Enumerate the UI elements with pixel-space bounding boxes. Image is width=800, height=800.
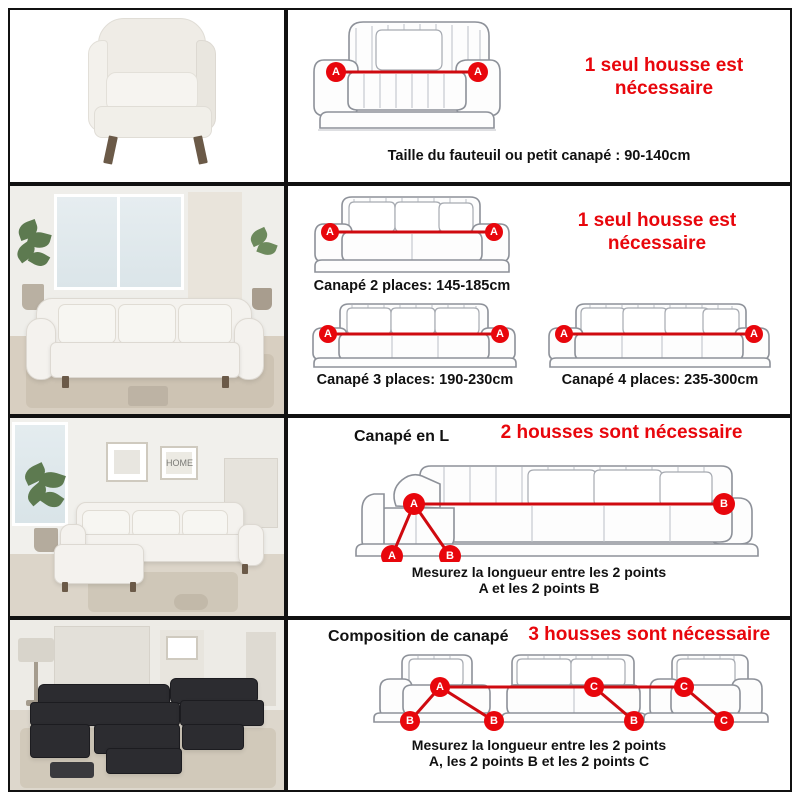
svg-text:A: A [410, 498, 418, 510]
svg-text:A: A [496, 328, 504, 340]
l-sofa-diagram-title: Canapé en L [354, 428, 450, 445]
armchair-diagram [294, 14, 544, 142]
svg-text:A: A [474, 66, 482, 78]
l-sofa-caption-line1: Mesurez la longueur entre les 2 points [411, 564, 667, 580]
composition-diagram-cell [286, 618, 792, 792]
armchair-diagram-cell [286, 8, 792, 184]
svg-text:B: B [406, 714, 414, 727]
composition-caption-line2: A, les 2 points B et les 2 points C [428, 752, 650, 769]
sofa-diagram-cell [286, 184, 792, 416]
svg-text:B: B [446, 550, 454, 562]
svg-text:C: C [720, 714, 728, 727]
composition-diagram [294, 645, 790, 737]
svg-text:A: A [332, 66, 340, 78]
armchair-headline: 1 seul housse est nécessaire [584, 55, 744, 99]
l-sofa-headline: 2 housses sont nécessaire [500, 422, 743, 443]
sofa-4-caption: Canapé 4 places: 235-300cm [561, 372, 759, 388]
svg-text:A: A [324, 328, 332, 340]
composition-diagram-title: Composition de canapé [328, 628, 509, 645]
svg-text:A: A [326, 226, 334, 238]
composition-headline: 3 housses sont nécessaire [528, 624, 771, 645]
svg-text:A: A [436, 680, 444, 693]
l-sofa-photo: HOME [8, 416, 286, 618]
sofa-photo [8, 184, 286, 416]
sofa-3-seat-diagram [294, 298, 536, 370]
sectional-photo [8, 618, 286, 792]
armchair-caption: Taille du fauteuil ou petit canapé : 90-140cm [387, 148, 691, 164]
svg-text:A: A [750, 328, 758, 340]
size-guide-grid [8, 8, 792, 792]
sofa-2-caption: Canapé 2 places: 145-185cm [313, 278, 511, 294]
svg-text:B: B [720, 498, 728, 510]
svg-text:A: A [560, 328, 568, 340]
svg-text:C: C [590, 680, 598, 693]
l-sofa-diagram [294, 442, 790, 562]
svg-text:C: C [680, 680, 688, 693]
sofa-2-seat-diagram [294, 190, 530, 276]
svg-text:B: B [490, 714, 498, 727]
svg-text:A: A [490, 226, 498, 238]
l-sofa-caption-line2: A et les 2 points B [478, 580, 600, 596]
composition-caption-line1: Mesurez la longueur entre les 2 points [411, 736, 667, 753]
l-sofa-diagram-cell [286, 416, 792, 618]
sofa-3-caption: Canapé 3 places: 190-230cm [316, 372, 514, 388]
svg-text:B: B [630, 714, 638, 727]
sofa-headline: 1 seul housse est nécessaire [577, 210, 737, 254]
svg-text:A: A [388, 550, 396, 562]
sofa-4-seat-diagram [536, 298, 784, 370]
armchair-photo [8, 8, 286, 184]
